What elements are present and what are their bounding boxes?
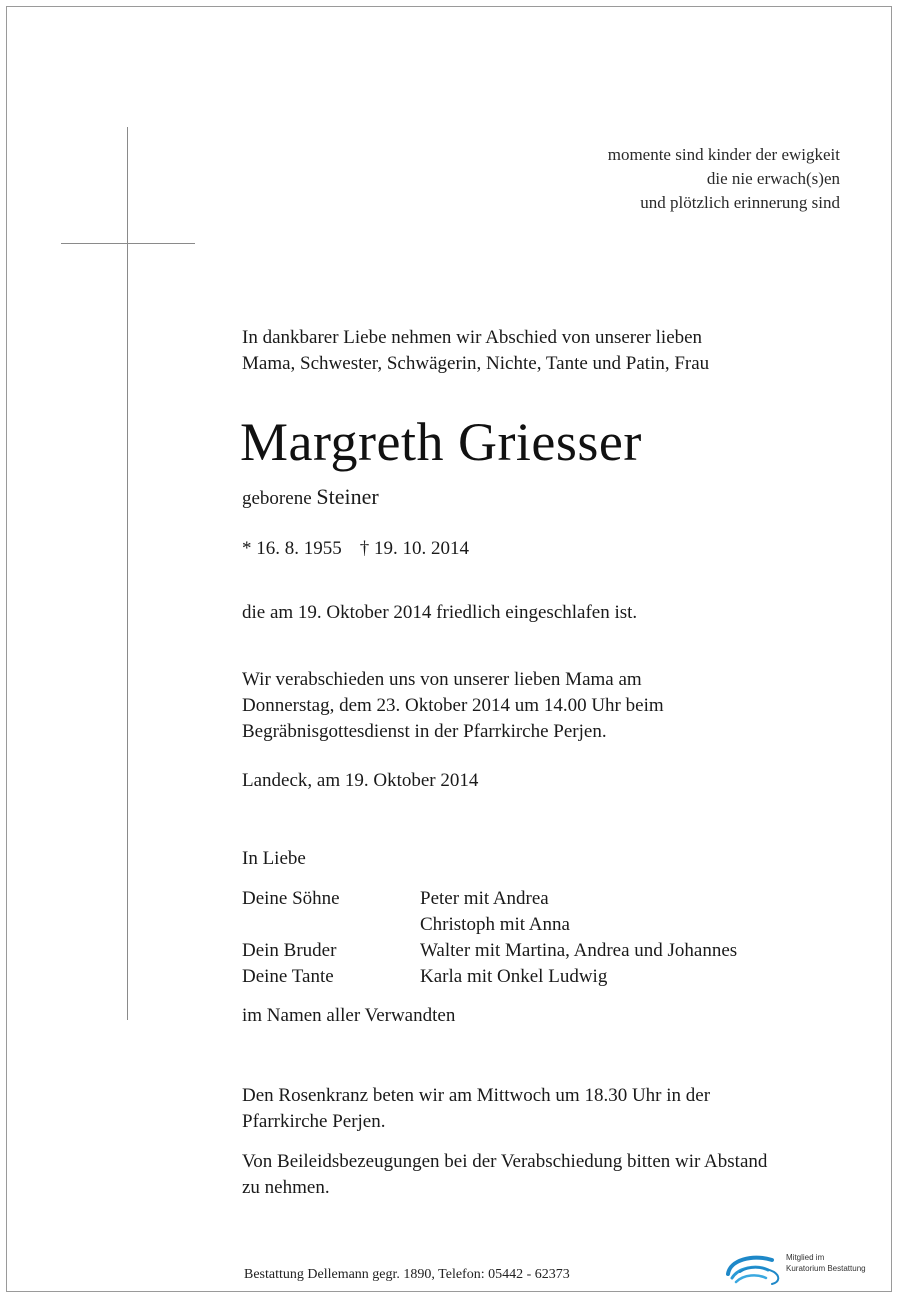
logo-caption-line: Mitglied im bbox=[786, 1253, 825, 1262]
motto-line: momente sind kinder der ewigkeit bbox=[607, 145, 840, 164]
logo-caption-line: Kuratorium Bestattung bbox=[786, 1264, 866, 1273]
rosary-line: Den Rosenkranz beten wir am Mittwoch um 18.30 Uhr in der bbox=[242, 1085, 711, 1106]
logo-caption bbox=[786, 1252, 866, 1274]
birth-date: * 16. 8. 1955 bbox=[242, 538, 342, 559]
maiden-name: Steiner bbox=[316, 484, 379, 509]
family-names: Peter mit Andrea bbox=[420, 888, 549, 909]
passing-line: die am 19. Oktober 2014 friedlich eingeschlafen ist. bbox=[242, 602, 638, 623]
family-relation bbox=[242, 912, 420, 938]
undertaker-footer: Bestattung Dellemann gegr. 1890, Telefon: 05442 - 62373 bbox=[244, 1267, 570, 1282]
motto-verse bbox=[608, 143, 840, 215]
relatives-line: im Namen aller Verwandten bbox=[242, 1005, 456, 1026]
family-relation: Deine Söhne bbox=[242, 888, 340, 909]
death-date: † 19. 10. 2014 bbox=[359, 538, 469, 559]
motto-line: und plötzlich erinnerung sind bbox=[640, 193, 840, 212]
family-row bbox=[242, 886, 737, 912]
service-line: Wir verabschieden uns von unserer lieben Mama am bbox=[242, 669, 642, 690]
deceased-name: Margreth Griesser bbox=[240, 412, 642, 472]
condolences-line: zu nehmen. bbox=[242, 1177, 330, 1198]
intro-text bbox=[242, 325, 709, 377]
condolences-text bbox=[242, 1149, 767, 1201]
condolences-line: Von Beileidsbezeugungen bei der Verabschiedung bitten wir Abstand bbox=[242, 1151, 768, 1172]
intro-line: In dankbarer Liebe nehmen wir Abschied von unserer lieben bbox=[242, 327, 703, 348]
cross-icon-vertical bbox=[127, 127, 128, 1020]
born-prefix: geborene bbox=[242, 488, 312, 509]
rosary-text bbox=[242, 1083, 710, 1135]
rosary-line: Pfarrkirche Perjen. bbox=[242, 1111, 386, 1132]
family-relation: Deine Tante bbox=[242, 966, 334, 987]
life-dates bbox=[242, 536, 469, 562]
place-date: Landeck, am 19. Oktober 2014 bbox=[242, 770, 479, 791]
cross-icon-horizontal bbox=[61, 243, 195, 244]
family-names: Walter mit Martina, Andrea und Johannes bbox=[420, 940, 738, 961]
family-row bbox=[242, 912, 737, 938]
family-names: Christoph mit Anna bbox=[420, 914, 570, 935]
maiden-name-line bbox=[242, 482, 379, 514]
family-relation: Dein Bruder bbox=[242, 940, 337, 961]
family-names: Karla mit Onkel Ludwig bbox=[420, 966, 608, 987]
intro-line: Mama, Schwester, Schwägerin, Nichte, Tante und Patin, Frau bbox=[242, 353, 710, 374]
family-row bbox=[242, 964, 737, 990]
family-list bbox=[242, 886, 737, 990]
family-row bbox=[242, 938, 737, 964]
motto-line: die nie erwach(s)en bbox=[706, 169, 840, 188]
in-love-heading: In Liebe bbox=[242, 848, 306, 869]
service-text bbox=[242, 667, 664, 745]
service-line: Donnerstag, dem 23. Oktober 2014 um 14.00 Uhr beim bbox=[242, 695, 664, 716]
service-line: Begräbnisgottesdienst in der Pfarrkirche Perjen. bbox=[242, 721, 607, 742]
